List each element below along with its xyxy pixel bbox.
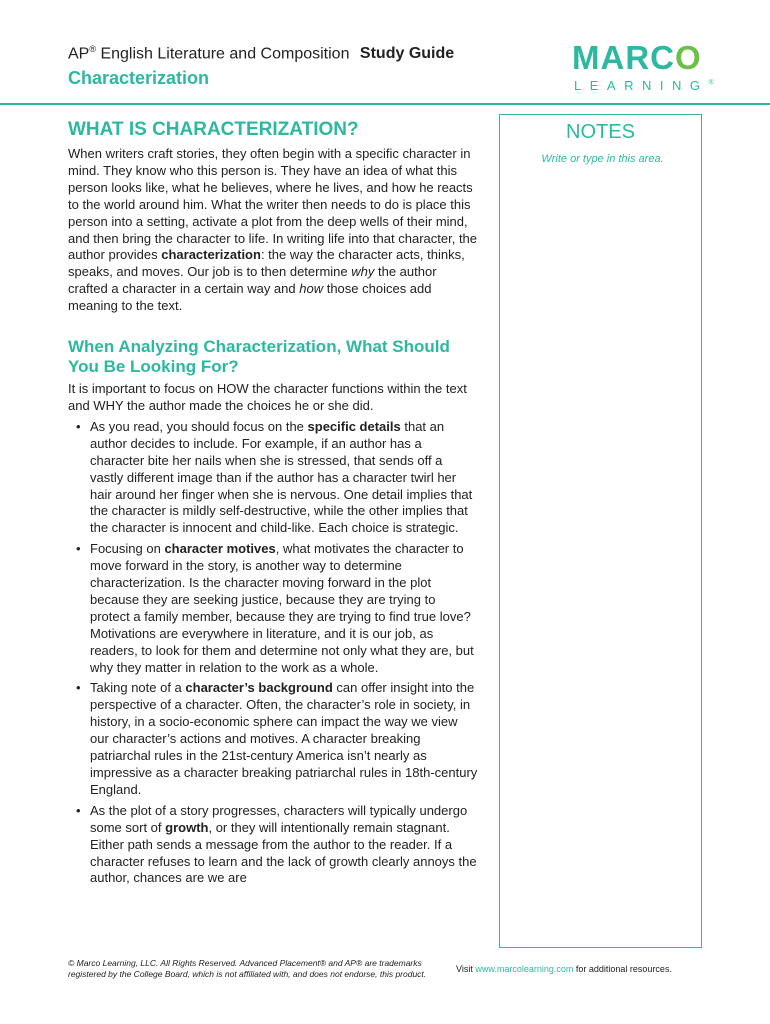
header-divider: [0, 103, 770, 105]
footer-legal: © Marco Learning, LLC. All Rights Reserved. Advanced Placement® and AP® are trademarks registered by the College Board, which is not affiliated with, and does not endorse, this product.: [68, 958, 427, 979]
bullet-list: [68, 419, 478, 887]
topic-title: Characterization: [68, 68, 210, 88]
section-heading-what-is: WHAT IS CHARACTERIZATION?: [68, 119, 359, 140]
list-item: • Focusing on character motives, what motivates the character to move forward in the story, is another way to determine characterization. Is the character moving forward in the plot because they are seeking justice, because they are trying to protect a family member, because they are trying to find true love? Motivations are everywhere in literature, and it is our job, as readers, to look for them and determine not only what they are, but why they matter in relation to the work as a whole.: [68, 541, 478, 676]
intro-paragraph: When writers craft stories, they often begin with a specific character in mind. They know who this person is. They have an idea of what this person looks like, what he believes, where he lives, and how he reacts to the world around him. What the writer then needs to do is place this person into a setting, activate a plot from the deep wells of their mind, and then bring the character to life. In writing life into that character, the author provides characterization: the way the character acts, thinks, speaks, and moves. Our job is to then determine why the author crafted a character in a certain way and how those choices add meaning to the text.: [68, 146, 478, 314]
website-link[interactable]: www.marcolearning.com: [475, 964, 574, 974]
notes-title: NOTES: [566, 121, 635, 143]
notes-panel: [499, 114, 702, 948]
list-item: • Taking note of a character’s background can offer insight into the perspective of a character. Often, the character’s role in society, in history, in a socio-economic sphere can impact the way we view our character’s actions and motives. A character breaking patriarchal rules in the 21st-century America isn’t nearly as impressive as a character breaking patriarchal rules in 18th-century England.: [68, 680, 478, 798]
main-content: [68, 118, 478, 891]
page-header: [0, 0, 770, 104]
section-heading-analyzing: When Analyzing Characterization, What Should You Be Looking For?: [68, 337, 450, 377]
logo-o-mark: O: [674, 39, 702, 76]
list-item: • As the plot of a story progresses, characters will typically undergo some sort of growth, or they will intentionally remain stagnant. Either path sends a message from the author to the reader. If a character refuses to learn and the lack of growth clearly annoys the author, chances are we are: [68, 803, 478, 888]
notes-input[interactable]: [506, 151, 699, 945]
analyzing-intro: It is important to focus on HOW the character functions within the text and WHY the author made the choices he or she did.: [68, 381, 467, 413]
marco-learning-logo: MARCO LEARNING®: [572, 39, 714, 93]
course-title: AP® English Literature and Composition Study Guide: [68, 44, 455, 63]
list-item: • As you read, you should focus on the specific details that an author decides to include. For example, if an author has a character bite her nails when she is stressed, that sends off a vastly different image than if the author has a character twirl her hair around her finger when she is nervous. One detail implies that the character is mildly self-destructive, while the other implies that the character is innocent and child-like. Each choice is strategic.: [68, 419, 478, 537]
study-guide-label: Study Guide: [359, 45, 455, 63]
footer-resources: Visit www.marcolearning.com for additional resources.: [456, 964, 672, 974]
